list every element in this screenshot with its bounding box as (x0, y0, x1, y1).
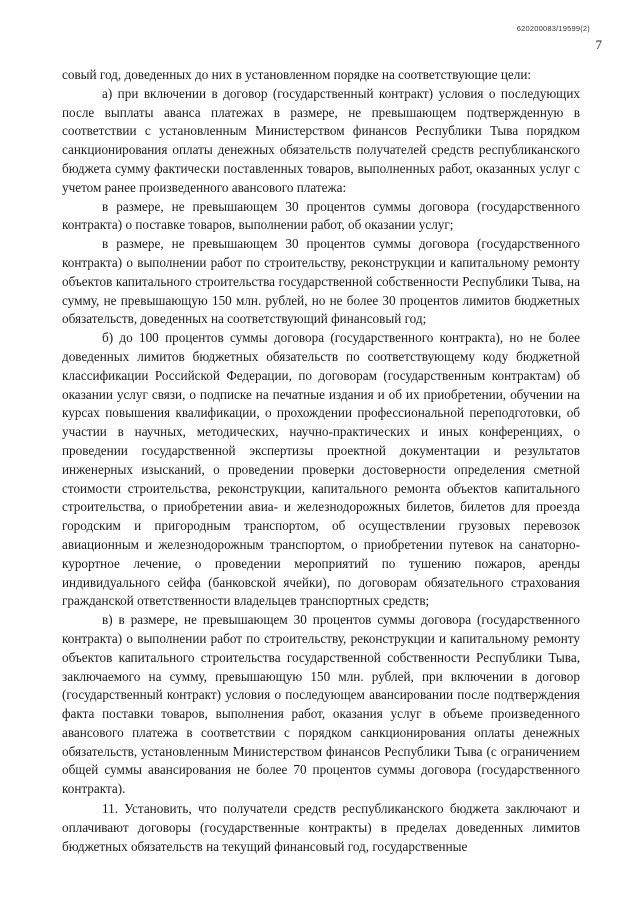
paragraph-item-b: б) до 100 процентов суммы договора (государственного контракта), но не более доведенных лимитов бюджетных обязательств по соответствующему коду бюджетной классификации Российской Федерации, по договорам (государственным контрактам) об оказании услуг связи, о подписке на печатные издания и об их приобретении, обучении на курсах повышения квалификации, о прохождении профессиональной переподготовки, об участии в научных, методических, научно-практических и иных конференциях, о проведении государственной экспертизы проектной документации и результатов инженерных изысканий, о проведении проверки достоверности определения сметной стоимости строительства, реконструкции, капитального ремонта объектов капитального строительства, о приобретении авиа- и железнодорожных билетов, билетов для проезда городским и пригородным транспортом, об осуществлении грузовых перевозок авиационным и железнодорожным транспортом, о приобретении путевок на санаторно-курортное лечение, о проведении мероприятий по тушению пожаров, аренды индивидуального сейфа (банковской ячейки), по договорам обязательного страхования гражданской ответственности владельцев транспортных средств; (62, 330, 580, 609)
paragraph-subitem-construction: в размере, не превышающем 30 процентов суммы договора (государственного контракта) о выполнении работ по строительству, реконструкции и капитальному ремонту объектов капитального строительства государственной собственности Республики Тыва, на сумму, не превышающую 150 млн. рублей, но не более 30 процентов лимитов бюджетных обязательств, доведенных на соответствующий финансовый год; (62, 236, 580, 327)
paragraph-clause-11: 11. Установить, что получатели средств республиканского бюджета заключают и оплачивают договоры (государственные контракты) в пределах доведенных лимитов бюджетных обязательств на текущий финансовый год, государственные (62, 801, 580, 854)
paragraph-item-a: а) при включении в договор (государственный контракт) условия о последующих после выплаты аванса платежах в размере, не превышающем подтвержденную в соответствии с установленным Министерством финансов Республики Тыва порядком санкционирования оплаты денежных обязательств получателей средств республиканского бюджета сумму фактически поставленных товаров, выполненных работ, оказанных услуг с учетом ранее произведенного авансового платежа: (62, 85, 580, 195)
document-body (62, 66, 580, 856)
document-code: 620200083/19599(2) (516, 24, 590, 33)
paragraph-continuation: совый год, доведенных до них в установленном порядке на соответствующие цели: (62, 67, 532, 82)
page-number: 7 (595, 37, 602, 52)
paragraph-item-v: в) в размере, не превышающем 30 процентов суммы договора (государственного контракта) о выполнении работ по строительству, реконструкции и капитальному ремонту объектов капитального строительства государственной собственности Республики Тыва, заключаемого на сумму, превышающую 150 млн. рублей, при включении в договор (государственный контракт) условия о последующем авансировании после подтверждения факта поставки товаров, выполнения работ, оказания услуг в объеме произведенного авансового платежа в соответствии с порядком санкционирования оплаты денежных обязательств, установленным Министерством финансов Республики Тыва (с ограничением общей суммы авансирования не более 70 процентов суммы договора (государственного контракта). (62, 612, 580, 797)
paragraph-subitem-goods: в размере, не превышающем 30 процентов суммы договора (государственного контракта) о поставке товаров, выполнении работ, об оказании услуг; (62, 198, 580, 233)
